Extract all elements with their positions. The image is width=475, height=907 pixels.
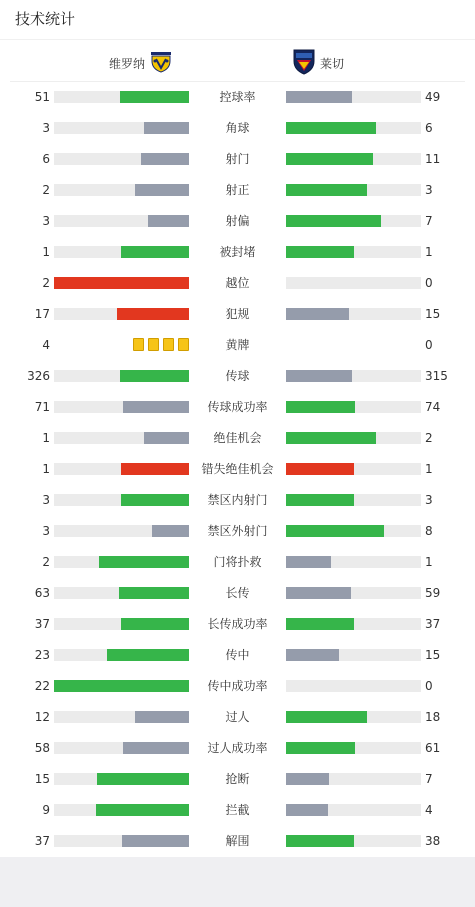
away-value: 1 bbox=[425, 245, 433, 259]
stat-row bbox=[0, 608, 475, 639]
stat-row bbox=[0, 825, 475, 856]
home-value: 3 bbox=[42, 214, 50, 228]
away-bar bbox=[286, 494, 421, 506]
home-bar-fill bbox=[117, 308, 189, 320]
stat-label: 解围 bbox=[225, 834, 250, 848]
away-bar-fill bbox=[286, 618, 354, 630]
yellow-card-icon bbox=[163, 338, 174, 351]
away-value: 2 bbox=[425, 431, 433, 445]
away-bar bbox=[286, 308, 421, 320]
stat-row bbox=[0, 81, 475, 112]
away-bar bbox=[286, 215, 421, 227]
away-value: 6 bbox=[425, 121, 433, 135]
home-value: 2 bbox=[42, 555, 50, 569]
away-team-name: 莱切 bbox=[320, 57, 345, 71]
stat-row bbox=[0, 639, 475, 670]
away-value: 7 bbox=[425, 772, 433, 786]
home-bar bbox=[54, 618, 189, 630]
away-bar-fill bbox=[286, 587, 351, 599]
away-bar bbox=[286, 122, 421, 134]
home-bar-fill bbox=[152, 525, 189, 537]
home-bar bbox=[54, 742, 189, 754]
home-bar bbox=[54, 773, 189, 785]
away-bar-fill bbox=[286, 556, 331, 568]
home-value: 15 bbox=[34, 772, 50, 786]
stat-label: 传球 bbox=[225, 369, 250, 383]
home-bar-fill bbox=[123, 742, 189, 754]
home-value: 71 bbox=[34, 400, 50, 414]
stat-label: 抢断 bbox=[225, 772, 250, 786]
section-title: 技术统计 bbox=[15, 10, 76, 28]
home-bar bbox=[54, 556, 189, 568]
home-bar-fill bbox=[99, 556, 189, 568]
away-bar-fill bbox=[286, 463, 354, 475]
home-value: 3 bbox=[42, 493, 50, 507]
home-team-name: 维罗纳 bbox=[108, 57, 145, 71]
away-value: 61 bbox=[425, 741, 441, 755]
home-bar-fill bbox=[54, 680, 189, 692]
home-team[interactable] bbox=[109, 51, 172, 77]
home-value: 63 bbox=[34, 586, 50, 600]
away-bar-fill bbox=[286, 835, 354, 847]
stat-row bbox=[0, 112, 475, 143]
home-team-logo-icon bbox=[150, 51, 172, 77]
away-bar bbox=[286, 556, 421, 568]
home-value: 12 bbox=[34, 710, 50, 724]
home-value: 3 bbox=[42, 121, 50, 135]
stat-row bbox=[0, 577, 475, 608]
away-value: 1 bbox=[425, 462, 433, 476]
stat-label: 越位 bbox=[225, 276, 250, 290]
home-bar-fill bbox=[54, 277, 189, 289]
away-value: 15 bbox=[425, 307, 441, 321]
stat-label: 被封堵 bbox=[219, 245, 256, 259]
stat-label: 禁区外射门 bbox=[207, 524, 268, 538]
home-value: 326 bbox=[27, 369, 50, 383]
away-bar-fill bbox=[286, 308, 349, 320]
away-bar bbox=[286, 742, 421, 754]
away-bar bbox=[286, 432, 421, 444]
home-bar-fill bbox=[123, 401, 189, 413]
away-bar-fill bbox=[286, 649, 339, 661]
away-bar bbox=[286, 401, 421, 413]
away-bar bbox=[286, 835, 421, 847]
away-bar-fill bbox=[286, 432, 376, 444]
home-bar bbox=[54, 649, 189, 661]
away-bar bbox=[286, 680, 421, 692]
home-bar-fill bbox=[96, 804, 189, 816]
away-value: 38 bbox=[425, 834, 441, 848]
away-bar bbox=[286, 649, 421, 661]
home-yellow-cards bbox=[133, 338, 189, 351]
home-bar-fill bbox=[119, 587, 189, 599]
yellow-card-icon bbox=[178, 338, 189, 351]
away-value: 37 bbox=[425, 617, 441, 631]
home-value: 2 bbox=[42, 183, 50, 197]
home-bar bbox=[54, 122, 189, 134]
stat-label: 长传 bbox=[225, 586, 250, 600]
stat-label: 传球成功率 bbox=[207, 400, 268, 414]
away-bar bbox=[286, 618, 421, 630]
stat-label: 黄牌 bbox=[225, 338, 250, 352]
away-bar bbox=[286, 370, 421, 382]
away-value: 18 bbox=[425, 710, 441, 724]
home-bar bbox=[54, 277, 189, 289]
away-value: 59 bbox=[425, 586, 441, 600]
away-value: 8 bbox=[425, 524, 433, 538]
away-bar-fill bbox=[286, 184, 367, 196]
home-bar bbox=[54, 91, 189, 103]
away-value: 3 bbox=[425, 183, 433, 197]
home-bar-fill bbox=[121, 463, 189, 475]
home-bar bbox=[54, 215, 189, 227]
home-value: 22 bbox=[34, 679, 50, 693]
away-team[interactable] bbox=[293, 49, 344, 79]
away-bar bbox=[286, 773, 421, 785]
home-value: 17 bbox=[34, 307, 50, 321]
stat-label: 控球率 bbox=[219, 90, 256, 104]
stat-row bbox=[0, 484, 475, 515]
stat-row bbox=[0, 515, 475, 546]
home-bar-fill bbox=[135, 711, 189, 723]
stat-row bbox=[0, 422, 475, 453]
stat-label: 犯规 bbox=[225, 307, 250, 321]
away-value: 7 bbox=[425, 214, 433, 228]
home-bar bbox=[54, 680, 189, 692]
home-bar bbox=[54, 494, 189, 506]
home-bar-fill bbox=[120, 91, 189, 103]
stat-label: 错失绝佳机会 bbox=[201, 462, 274, 476]
home-value: 4 bbox=[42, 338, 50, 352]
home-bar-fill bbox=[121, 494, 189, 506]
away-bar-fill bbox=[286, 215, 381, 227]
stat-label: 长传成功率 bbox=[207, 617, 268, 631]
away-value: 4 bbox=[425, 803, 433, 817]
stat-label: 传中 bbox=[225, 648, 250, 662]
away-value: 0 bbox=[425, 276, 433, 290]
stat-row bbox=[0, 360, 475, 391]
stat-row bbox=[0, 794, 475, 825]
home-value: 1 bbox=[42, 462, 50, 476]
away-bar-fill bbox=[286, 246, 354, 258]
home-bar bbox=[54, 308, 189, 320]
away-value: 49 bbox=[425, 90, 441, 104]
away-bar-fill bbox=[286, 122, 376, 134]
home-bar bbox=[54, 463, 189, 475]
away-bar bbox=[286, 711, 421, 723]
home-bar bbox=[54, 246, 189, 258]
stat-label: 拦截 bbox=[225, 803, 250, 817]
home-value: 37 bbox=[34, 617, 50, 631]
teams-row bbox=[10, 41, 465, 82]
home-bar bbox=[54, 370, 189, 382]
home-bar-fill bbox=[97, 773, 189, 785]
yellow-card-icon bbox=[133, 338, 144, 351]
stat-label: 禁区内射门 bbox=[207, 493, 268, 507]
home-value: 1 bbox=[42, 245, 50, 259]
stat-row bbox=[0, 329, 475, 360]
stat-row bbox=[0, 205, 475, 236]
stat-label: 绝佳机会 bbox=[213, 431, 262, 445]
home-bar bbox=[54, 804, 189, 816]
home-bar bbox=[54, 401, 189, 413]
away-value: 0 bbox=[425, 679, 433, 693]
home-bar bbox=[54, 153, 189, 165]
home-value: 9 bbox=[42, 803, 50, 817]
home-value: 37 bbox=[34, 834, 50, 848]
stat-row bbox=[0, 143, 475, 174]
home-bar bbox=[54, 835, 189, 847]
home-bar bbox=[54, 525, 189, 537]
stat-row bbox=[0, 174, 475, 205]
away-bar bbox=[286, 184, 421, 196]
home-value: 51 bbox=[34, 90, 50, 104]
home-bar-fill bbox=[121, 618, 189, 630]
home-value: 2 bbox=[42, 276, 50, 290]
stat-label: 传中成功率 bbox=[207, 679, 268, 693]
stat-row bbox=[0, 298, 475, 329]
stats-list bbox=[0, 81, 475, 856]
stat-row bbox=[0, 391, 475, 422]
stat-row bbox=[0, 453, 475, 484]
away-value: 74 bbox=[425, 400, 441, 414]
away-bar bbox=[286, 804, 421, 816]
stat-row bbox=[0, 763, 475, 794]
away-bar-fill bbox=[286, 91, 352, 103]
stat-label: 角球 bbox=[225, 121, 250, 135]
home-bar-fill bbox=[141, 153, 189, 165]
away-bar-fill bbox=[286, 401, 355, 413]
home-bar-fill bbox=[144, 122, 189, 134]
stat-label: 射正 bbox=[225, 183, 250, 197]
home-value: 3 bbox=[42, 524, 50, 538]
stat-row bbox=[0, 267, 475, 298]
away-bar-fill bbox=[286, 804, 328, 816]
away-bar-fill bbox=[286, 370, 352, 382]
away-team-logo-icon bbox=[293, 49, 315, 79]
away-value: 11 bbox=[425, 152, 441, 166]
stat-label: 过人 bbox=[225, 710, 250, 724]
home-bar-fill bbox=[121, 246, 189, 258]
stat-row bbox=[0, 236, 475, 267]
stat-label: 射门 bbox=[225, 152, 250, 166]
away-value: 15 bbox=[425, 648, 441, 662]
home-bar-fill bbox=[122, 835, 189, 847]
section-header bbox=[0, 0, 475, 40]
away-bar bbox=[286, 246, 421, 258]
away-value: 1 bbox=[425, 555, 433, 569]
stat-row bbox=[0, 670, 475, 701]
home-bar-fill bbox=[135, 184, 189, 196]
stat-row bbox=[0, 546, 475, 577]
home-bar-fill bbox=[148, 215, 189, 227]
home-value: 23 bbox=[34, 648, 50, 662]
away-bar-fill bbox=[286, 773, 329, 785]
stat-row bbox=[0, 732, 475, 763]
home-value: 58 bbox=[34, 741, 50, 755]
home-bar bbox=[54, 432, 189, 444]
yellow-card-icon bbox=[148, 338, 159, 351]
away-bar-fill bbox=[286, 525, 384, 537]
away-bar-fill bbox=[286, 742, 355, 754]
away-bar bbox=[286, 91, 421, 103]
home-value: 6 bbox=[42, 152, 50, 166]
away-bar bbox=[286, 277, 421, 289]
home-bar bbox=[54, 587, 189, 599]
home-bar bbox=[54, 184, 189, 196]
home-value: 1 bbox=[42, 431, 50, 445]
away-bar bbox=[286, 463, 421, 475]
away-bar bbox=[286, 153, 421, 165]
home-bar-fill bbox=[120, 370, 189, 382]
away-bar-fill bbox=[286, 494, 354, 506]
home-bar bbox=[54, 711, 189, 723]
away-value: 0 bbox=[425, 338, 433, 352]
away-value: 3 bbox=[425, 493, 433, 507]
stat-row bbox=[0, 701, 475, 732]
away-bar bbox=[286, 525, 421, 537]
stat-label: 过人成功率 bbox=[207, 741, 268, 755]
home-bar-fill bbox=[107, 649, 189, 661]
stat-label: 门将扑救 bbox=[213, 555, 262, 569]
away-bar bbox=[286, 587, 421, 599]
away-value: 315 bbox=[425, 369, 448, 383]
away-bar-fill bbox=[286, 711, 367, 723]
away-bar-fill bbox=[286, 153, 373, 165]
stat-label: 射偏 bbox=[225, 214, 250, 228]
home-bar-fill bbox=[144, 432, 189, 444]
